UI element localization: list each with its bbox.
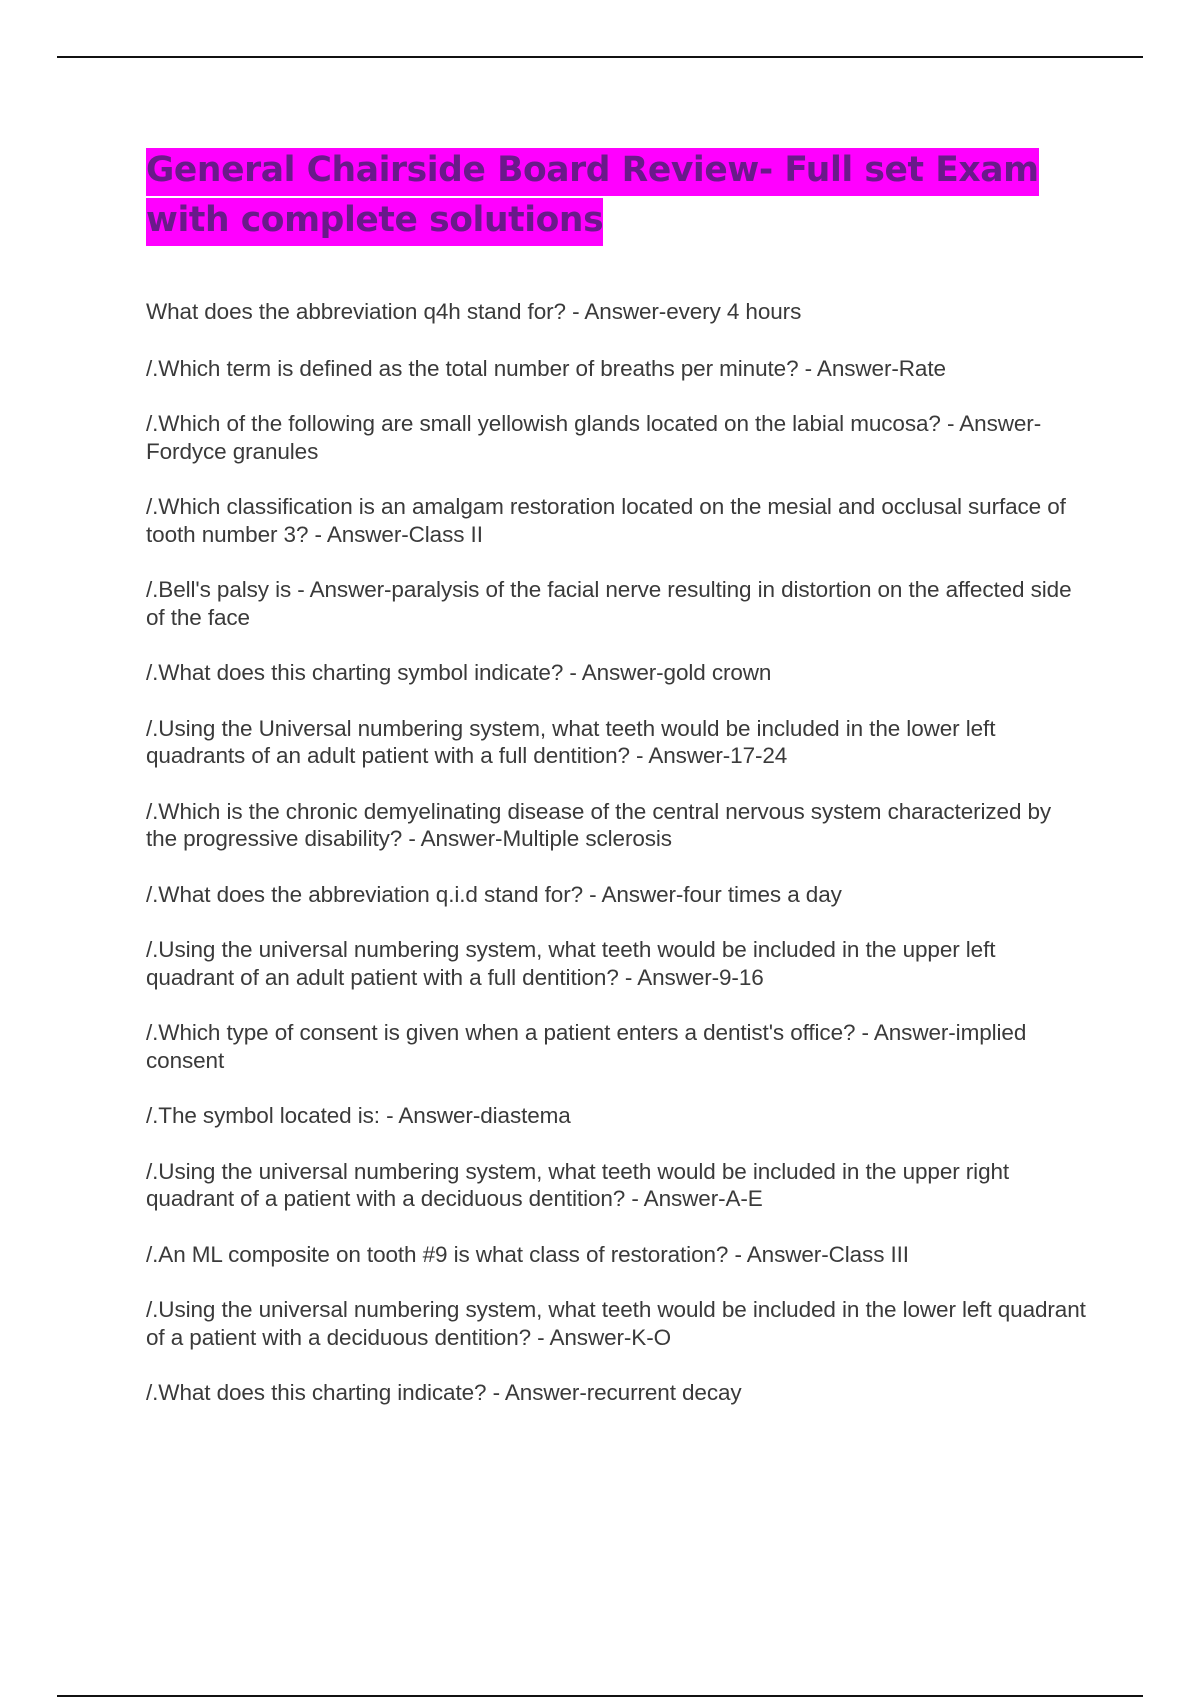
qa-list: [146, 298, 1086, 1435]
document-title-block: [146, 145, 1066, 245]
qa-item-1: What does the abbreviation q4h stand for? - Answer-every 4 hours: [146, 299, 802, 324]
bottom-rule: [57, 1695, 1143, 1697]
qa-item-8: /.Which is the chronic demyelinating disease of the central nervous system characterized by the progressive disability? - Answer-Multiple sclerosis: [146, 798, 1052, 851]
qa-item-11: /.Which type of consent is given when a patient enters a dentist's office? - Answer-implied consent: [146, 1020, 1027, 1073]
qa-item-4: /.Which classification is an amalgam restoration located on the mesial and occlusal surface of tooth number 3? - Answer-Class II: [146, 494, 1066, 547]
qa-item-6: /.What does this charting symbol indicate? - Answer-gold crown: [146, 660, 772, 685]
qa-item-14: /.An ML composite on tooth #9 is what class of restoration? - Answer-Class III: [146, 1241, 909, 1267]
qa-item-16: /.What does this charting indicate? - Answer-recurrent decay: [146, 1380, 742, 1405]
qa-item-15: /.Using the universal numbering system, what teeth would be included in the lower left quadrant of a patient with a deciduous dentition? - Answer-K-O: [146, 1297, 1086, 1350]
qa-item-5: /.Bell's palsy is - Answer-paralysis of the facial nerve resulting in distortion on the affected side of the face: [146, 577, 1072, 630]
qa-item-12: /.The symbol located is: - Answer-diastema: [146, 1103, 571, 1128]
qa-item-10: /.Using the universal numbering system, what teeth would be included in the upper left quadrant of an adult patient with a full dentition? - Answer-9-16: [146, 937, 996, 990]
title-highlight: General Chairside Board Review- Full set Exam with complete solutions: [146, 148, 1039, 246]
qa-item-13: /.Using the universal numbering system, what teeth would be included in the upper right quadrant of a patient with a deciduous dentition? - Answer-A-E: [146, 1158, 1010, 1211]
document-title: [146, 145, 1066, 245]
qa-item-9: /.What does the abbreviation q.i.d stand for? - Answer-four times a day: [146, 881, 842, 907]
top-rule: [57, 56, 1143, 58]
qa-item-2: /.Which term is defined as the total number of breaths per minute? - Answer-Rate: [146, 355, 946, 381]
qa-item-7: /.Using the Universal numbering system, what teeth would be included in the lower left quadrants of an adult patient with a full dentition? - Answer-17-24: [146, 715, 996, 768]
qa-item-3: /.Which of the following are small yellowish glands located on the labial mucosa? - Answer-Fordyce granules: [146, 411, 1042, 464]
